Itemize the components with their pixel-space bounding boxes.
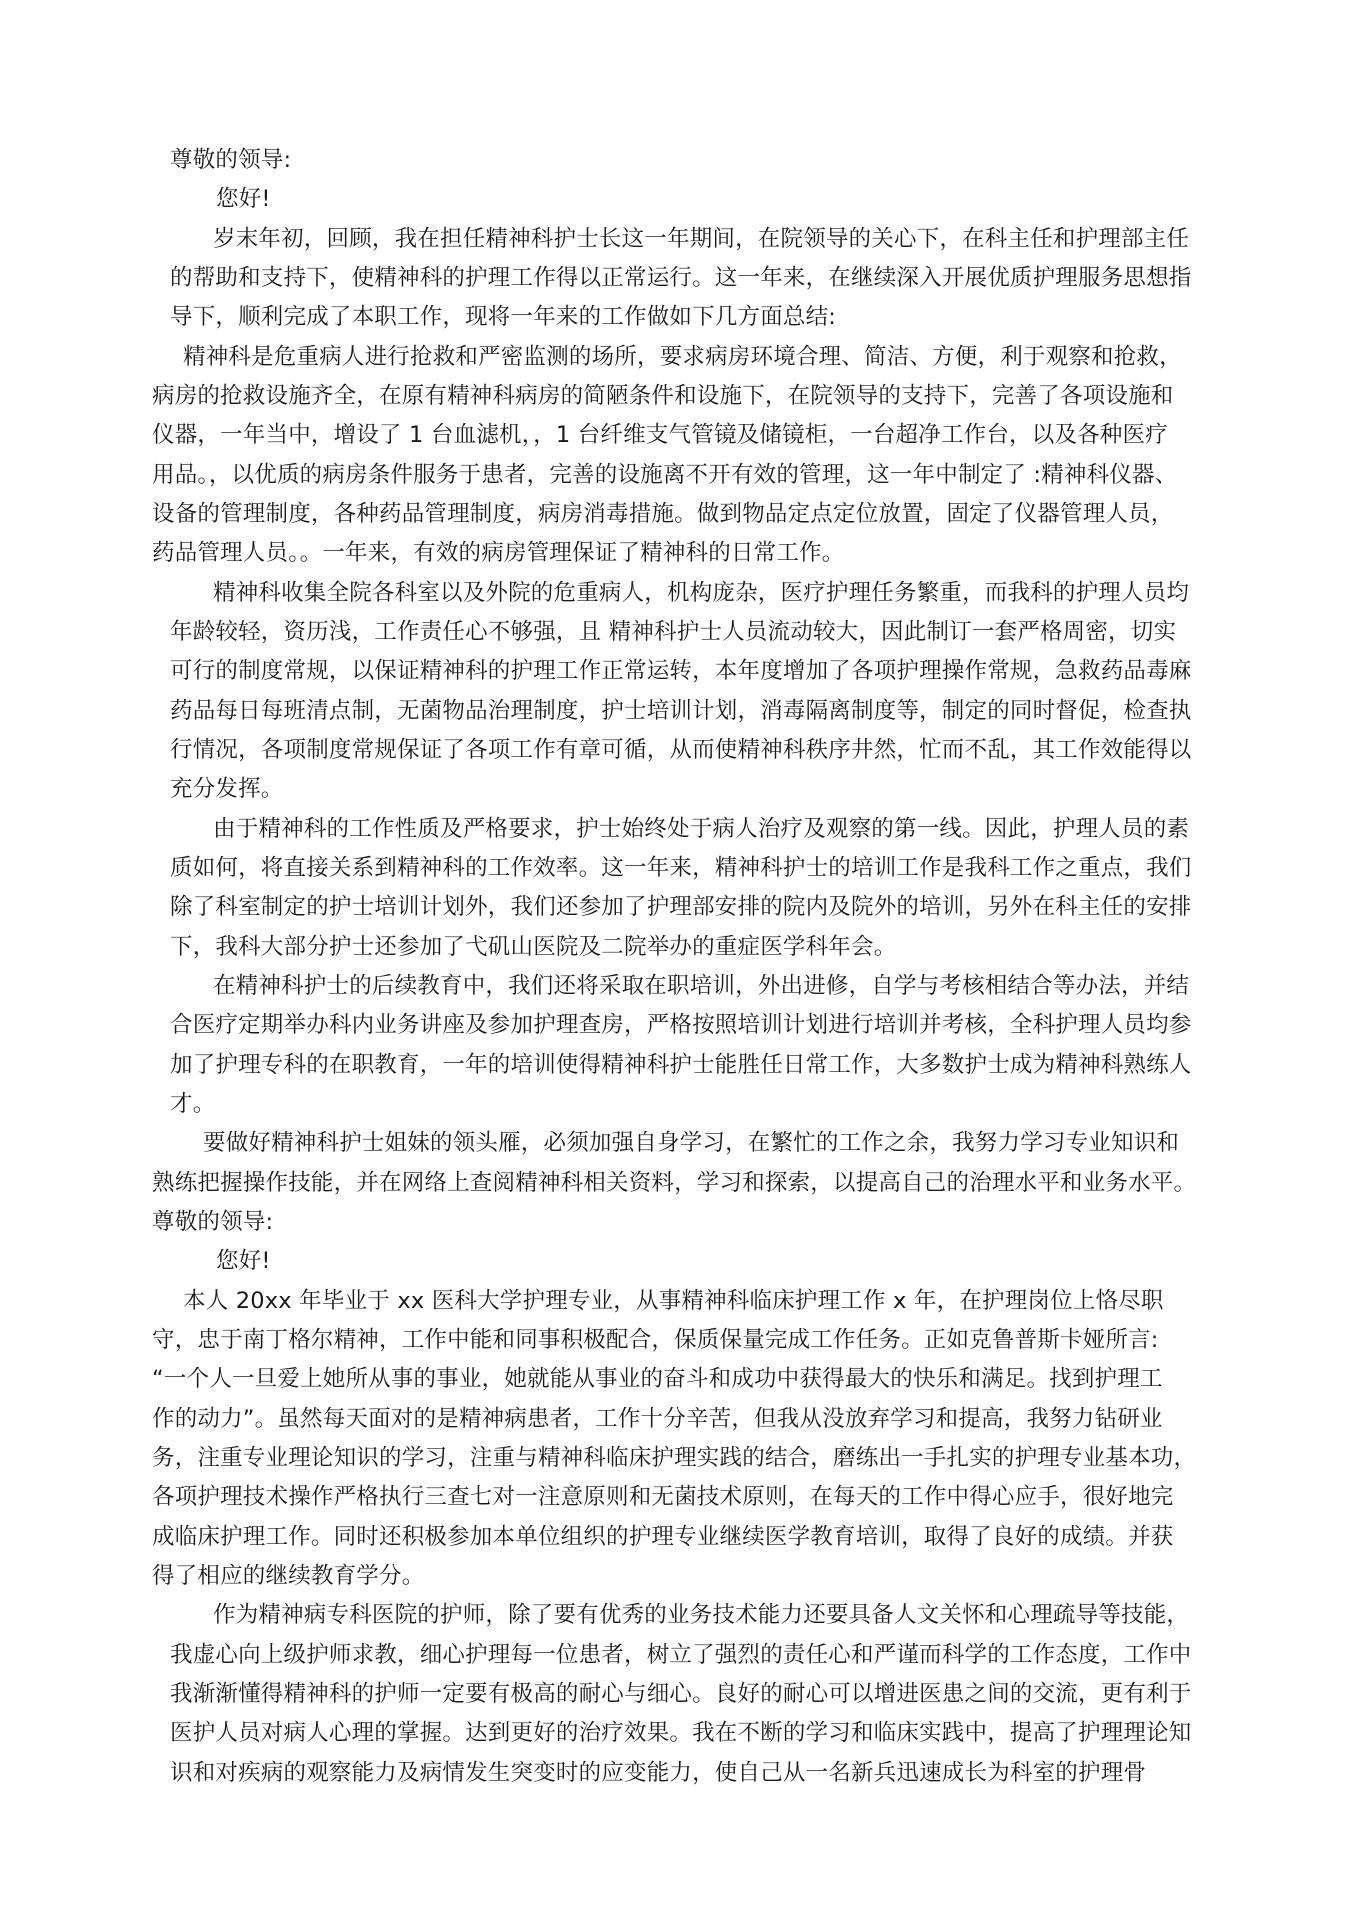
text-line: 质如何，将直接关系到精神科的工作效率。这一年来，精神科护士的培训工作是我科工作之重点，我们 [170, 855, 1192, 881]
text-line: 我渐渐懂得精神科的护师一定要有极高的耐心与细心。良好的耐心可以增进医患之间的交流，更有利于 [170, 1681, 1192, 1707]
text-line: 精神科收集全院各科室以及外院的危重病人，机构庞杂，医疗护理任务繁重，而我科的护理人员均 [213, 580, 1190, 606]
text-line: 我虚心向上级护师求教，细心护理每一位患者，树立了强烈的责任心和严谨而科学的工作态度，工作中 [170, 1642, 1192, 1668]
text-line: 病房的抢救设施齐全，在原有精神科病房的简陋条件和设施下，在院领导的支持下，完善了各项设施和 [152, 383, 1174, 409]
text-line: 可行的制度常规，以保证精神科的护理工作正常运转，本年度增加了各项护理操作常规，急救药品毒麻 [170, 658, 1192, 684]
text-line: 由于精神科的工作性质及严格要求，护士始终处于病人治疗及观察的第一线。因此，护理人员的素 [213, 816, 1190, 842]
text-line: 各项护理技术操作严格执行三查七对一注意原则和无菌技术原则，在每天的工作中得心应手，很好地完 [152, 1484, 1174, 1510]
text-line: 要做好精神科护士姐妹的领头雁，必须加强自身学习，在繁忙的工作之余，我努力学习专业知识和 [203, 1130, 1180, 1156]
text-line: 本人 20xx 年毕业于 xx 医科大学护理专业，从事精神科临床护理工作 x 年，在护理岗位上恪尽职 [183, 1288, 1164, 1314]
text-line: 守，忠于南丁格尔精神，工作中能和同事积极配合，保质保量完成工作任务。正如克鲁普斯卡娅所言: [152, 1327, 1159, 1353]
text-line: 医护人员对病人心理的掌握。达到更好的治疗效果。我在不断的学习和临床实践中，提高了护理理论知 [170, 1720, 1192, 1746]
salutation: 尊敬的领导: [170, 147, 292, 173]
text-line: 下，我科大部分护士还参加了弋矶山医院及二院举办的重症医学科年会。 [170, 934, 897, 960]
text-line: 除了科室制定的护士培训计划外，我们还参加了护理部安排的院内及院外的培训，另外在科主任的安排 [170, 894, 1192, 920]
text-line: 加了护理专科的在职教育，一年的培训使得精神科护士能胜任日常工作，大多数护士成为精神科熟练人 [170, 1052, 1192, 1078]
text-line: 成临床护理工作。同时还积极参加本单位组织的护理专业继续医学教育培训，取得了良好的成绩。并获 [152, 1524, 1174, 1550]
text-line: 作为精神病专科医院的护师，除了要有优秀的业务技术能力还要具备人文关怀和心理疏导等技能， [213, 1602, 1190, 1628]
salutation: 尊敬的领导: [152, 1209, 274, 1235]
text-line: 才。 [170, 1091, 216, 1117]
text-line: 的帮助和支持下，使精神科的护理工作得以正常运行。这一年来，在继续深入开展优质护理服务思想指 [170, 265, 1192, 291]
text-line: 得了相应的继续教育学分。 [152, 1563, 425, 1589]
text-line: 识和对疾病的观察能力及病情发生突变时的应变能力，使自己从一名新兵迅速成长为科室的护理骨 [170, 1760, 1147, 1786]
greeting: 您好! [216, 1248, 271, 1274]
text-line: 导下，顺利完成了本职工作，现将一年来的工作做如下几方面总结: [170, 304, 837, 330]
text-line: “一个人一旦爱上她所从事的事业，她就能从事业的奋斗和成功中获得最大的快乐和满足。找到护理工 [152, 1366, 1163, 1392]
text-line: 年龄较轻，资历浅，工作责任心不够强，且 精神科护士人员流动较大，因此制订一套严格周密，切实 [170, 619, 1177, 645]
text-line: 精神科是危重病人进行抢救和严密监测的场所，要求病房环境合理、简洁、方便，利于观察和抢救， [183, 344, 1182, 370]
text-line: 充分发挥。 [170, 776, 284, 802]
text-line: 在精神科护士的后续教育中，我们还将采取在职培训，外出进修，自学与考核相结合等办法，并结 [213, 973, 1190, 999]
text-line: 仪器，一年当中，增设了 1 台血滤机，，1 台纤维支气管镜及储镜柜，一台超净工作台，以及各种医疗 [152, 422, 1168, 448]
text-line: 用品。，以优质的病房条件服务于患者，完善的设施离不开有效的管理，这一年中制定了 :精神科仪器、 [152, 462, 1178, 488]
text-line: 合医疗定期举办科内业务讲座及参加护理查房，严格按照培训计划进行培训并考核，全科护理人员均参 [170, 1012, 1192, 1038]
text-line: 药品每日每班清点制，无菌物品治理制度，护士培训计划，消毒隔离制度等，制定的同时督促，检查执 [170, 698, 1192, 724]
text-line: 务，注重专业理论知识的学习，注重与精神科临床护理实践的结合，磨练出一手扎实的护理专业基本功， [152, 1445, 1197, 1471]
text-line: 岁末年初，回顾，我在担任精神科护士长这一年期间，在院领导的关心下，在科主任和护理部主任 [213, 226, 1190, 252]
text-line: 作的动力”。虽然每天面对的是精神病患者，工作十分辛苦，但我从没放弃学习和提高，我努力钻研业 [152, 1406, 1163, 1432]
text-line: 设备的管理制度，各种药品管理制度，病房消毒措施。做到物品定点定位放置，固定了仪器管理人员， [152, 501, 1174, 527]
greeting: 您好! [216, 186, 271, 212]
text-line: 药品管理人员。。一年来，有效的病房管理保证了精神科的日常工作。 [152, 540, 845, 566]
text-line: 行情况，各项制度常规保证了各项工作有章可循，从而使精神科秩序井然，忙而不乱，其工作效能得以 [170, 737, 1192, 763]
text-line: 熟练把握操作技能，并在网络上查阅精神科相关资料，学习和探索，以提高自己的治理水平和业务水平。 [152, 1170, 1197, 1196]
